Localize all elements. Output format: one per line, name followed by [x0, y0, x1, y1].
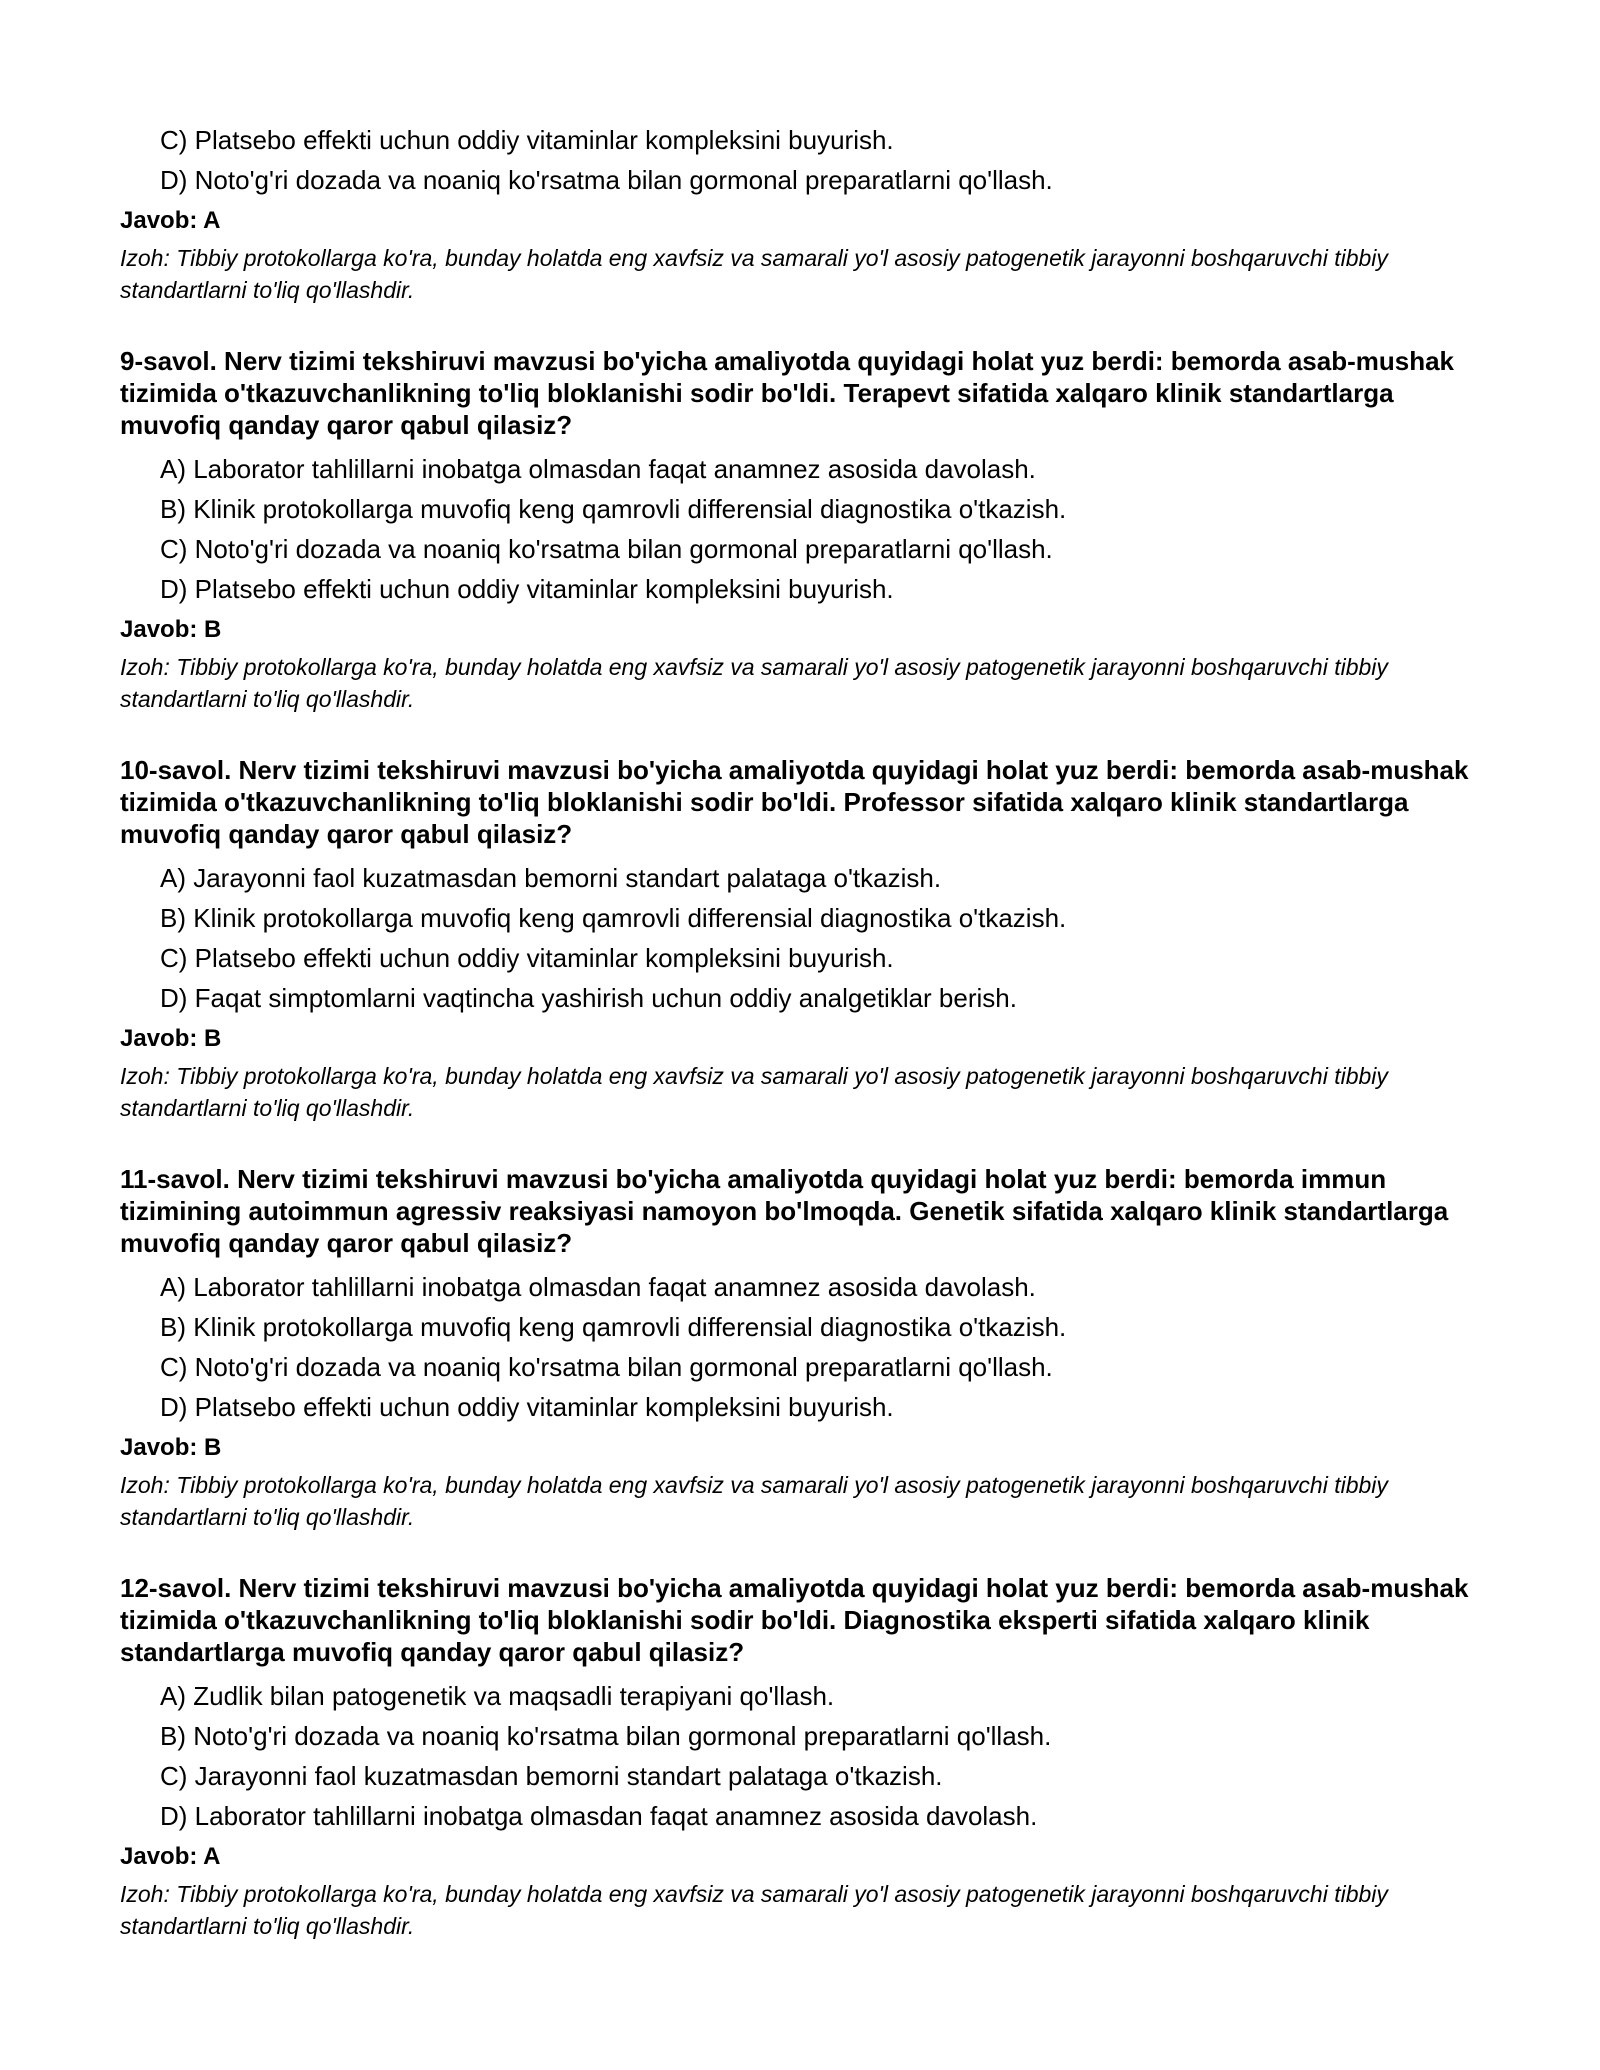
question-title: 9-savol. Nerv tizimi tekshiruvi mavzusi bo'yicha amaliyotda quyidagi holat yuz berdi: bemorda asab-mushak tizimida o'tkazuvchanlikning to'liq bloklanishi sodir bo'ldi. Terapevt sifatida xalqaro klinik standartlarga muvofiq qanday qaror qabul qilasiz? [120, 346, 1455, 440]
option-a: A) Zudlik bilan patogenetik va maqsadli terapiyani qo'llash. [160, 1681, 835, 1711]
option-d: D) Laborator tahlillarni inobatga olmasdan faqat anamnez asosida davolash. [160, 1801, 1038, 1831]
option-d: D) Noto'g'ri dozada va noaniq ko'rsatma bilan gormonal preparatlarni qo'llash. [160, 165, 1053, 195]
question-title: 12-savol. Nerv tizimi tekshiruvi mavzusi bo'yicha amaliyotda quyidagi holat yuz berdi: bemorda asab-mushak tizimida o'tkazuvchanlikning to'liq bloklanishi sodir bo'ldi. Diagnostika eksperti sifatida xalqaro klinik standartlarga muvofiq qanday qaror qabul qilasiz? [120, 1573, 1469, 1667]
explanation-note: Izoh: Tibbiy protokollarga ko'ra, bunday holatda eng xavfsiz va samarali yo'l asosiy patogenetik jarayonni boshqaruvchi tibbiy standartlarni to'liq qo'llashdir. [120, 1063, 1388, 1121]
question-block-10 [120, 754, 1490, 1124]
option-a: A) Laborator tahlillarni inobatga olmasdan faqat anamnez asosida davolash. [160, 454, 1036, 484]
explanation-note: Izoh: Tibbiy protokollarga ko'ra, bunday holatda eng xavfsiz va samarali yo'l asosiy patogenetik jarayonni boshqaruvchi tibbiy standartlarni to'liq qo'llashdir. [120, 1881, 1388, 1939]
explanation-note: Izoh: Tibbiy protokollarga ko'ra, bunday holatda eng xavfsiz va samarali yo'l asosiy patogenetik jarayonni boshqaruvchi tibbiy standartlarni to'liq qo'llashdir. [120, 654, 1388, 712]
carryover-question-block [120, 120, 1490, 306]
option-c: C) Jarayonni faol kuzatmasdan bemorni standart palataga o'tkazish. [160, 1761, 943, 1791]
explanation-note: Izoh: Tibbiy protokollarga ko'ra, bunday holatda eng xavfsiz va samarali yo'l asosiy patogenetik jarayonni boshqaruvchi tibbiy standartlarni to'liq qo'llashdir. [120, 245, 1388, 303]
answer-label: Javob: B [120, 1025, 222, 1052]
answer-label: Javob: A [120, 207, 221, 234]
question-title: 11-savol. Nerv tizimi tekshiruvi mavzusi bo'yicha amaliyotda quyidagi holat yuz berdi: bemorda immun tizimining autoimmun agressiv reaksiyasi namoyon bo'lmoqda. Genetik sifatida xalqaro klinik standartlarga muvofiq qanday qaror qabul qilasiz? [120, 1164, 1449, 1258]
option-d: D) Faqat simptomlarni vaqtincha yashirish uchun oddiy analgetiklar berish. [160, 983, 1017, 1013]
option-c: C) Noto'g'ri dozada va noaniq ko'rsatma bilan gormonal preparatlarni qo'llash. [160, 534, 1053, 564]
answer-label: Javob: A [120, 1843, 221, 1870]
option-a: A) Laborator tahlillarni inobatga olmasdan faqat anamnez asosida davolash. [160, 1272, 1036, 1302]
option-d: D) Platsebo effekti uchun oddiy vitaminlar kompleksini buyurish. [160, 574, 894, 604]
option-d: D) Platsebo effekti uchun oddiy vitaminlar kompleksini buyurish. [160, 1392, 894, 1422]
question-block-11 [120, 1163, 1490, 1533]
option-a: A) Jarayonni faol kuzatmasdan bemorni standart palataga o'tkazish. [160, 863, 942, 893]
question-title: 10-savol. Nerv tizimi tekshiruvi mavzusi bo'yicha amaliyotda quyidagi holat yuz berdi: bemorda asab-mushak tizimida o'tkazuvchanlikning to'liq bloklanishi sodir bo'ldi. Professor sifatida xalqaro klinik standartlarga muvofiq qanday qaror qabul qilasiz? [120, 755, 1469, 849]
answer-label: Javob: B [120, 1434, 222, 1461]
option-c: C) Noto'g'ri dozada va noaniq ko'rsatma bilan gormonal preparatlarni qo'llash. [160, 1352, 1053, 1382]
option-b: B) Klinik protokollarga muvofiq keng qamrovli differensial diagnostika o'tkazish. [160, 1312, 1067, 1342]
option-b: B) Klinik protokollarga muvofiq keng qamrovli differensial diagnostika o'tkazish. [160, 903, 1067, 933]
question-block-9 [120, 345, 1490, 715]
explanation-note: Izoh: Tibbiy protokollarga ko'ra, bunday holatda eng xavfsiz va samarali yo'l asosiy patogenetik jarayonni boshqaruvchi tibbiy standartlarni to'liq qo'llashdir. [120, 1472, 1388, 1530]
option-c: C) Platsebo effekti uchun oddiy vitaminlar kompleksini buyurish. [160, 125, 894, 155]
document-page [120, 120, 1490, 1942]
option-b: B) Noto'g'ri dozada va noaniq ko'rsatma bilan gormonal preparatlarni qo'llash. [160, 1721, 1052, 1751]
option-b: B) Klinik protokollarga muvofiq keng qamrovli differensial diagnostika o'tkazish. [160, 494, 1067, 524]
question-block-12 [120, 1572, 1490, 1942]
option-c: C) Platsebo effekti uchun oddiy vitaminlar kompleksini buyurish. [160, 943, 894, 973]
answer-label: Javob: B [120, 616, 222, 643]
